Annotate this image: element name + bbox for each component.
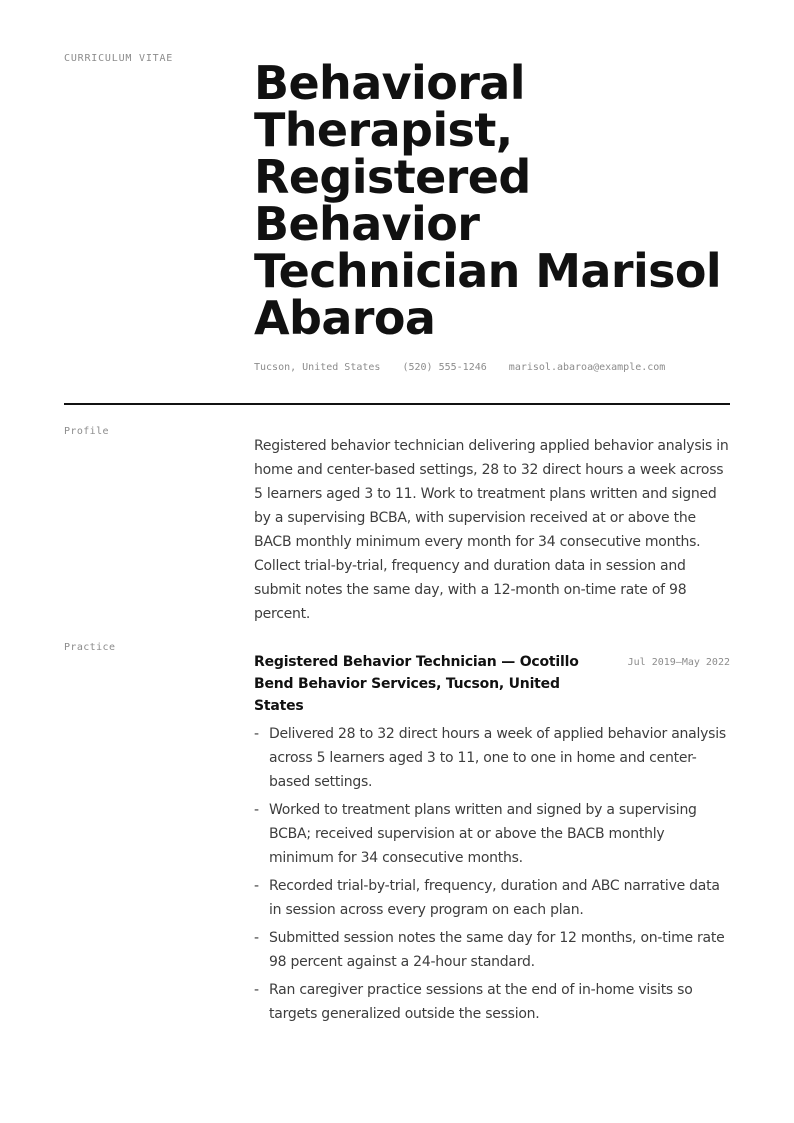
section-label-profile: Profile [64, 426, 109, 437]
contact-line [254, 362, 681, 373]
bullet-text: Recorded trial-by-trial, frequency, duration and ABC narrative data in session across every program on each plan. [269, 878, 720, 918]
bullet-text: Submitted session notes the same day for 12 months, on-time rate 98 percent against a 24-hour standard. [269, 930, 725, 970]
contact-email: marisol.abaroa@example.com [508, 362, 666, 373]
contact-location: Tucson, United States [254, 362, 381, 373]
list-item [254, 874, 730, 922]
list-item [254, 798, 730, 870]
job-title: Registered Behavior Technician — Ocotillo Bend Behavior Services, Tucson, United States [254, 654, 579, 714]
page-title: Behavioral Therapist, Registered Behavior Technician Marisol Abaroa [254, 56, 722, 345]
bullet-text: Ran caregiver practice sessions at the end of in-home visits so targets generalized outside the session. [269, 982, 693, 1022]
profile-summary: Registered behavior technician delivering applied behavior analysis in home and center-based settings, 28 to 32 direct hours a week across 5 learners aged 3 to 11. Work to treatment plans written and signed by a supervising BCBA, with supervision received at or above the BACB monthly minimum every month for 34 consecutive months. Collect trial-by-trial, frequency and duration data in session and submit notes the same day, with a 12-month on-time rate of 98 percent. [254, 438, 729, 622]
dash-icon: - [254, 878, 259, 894]
job-dates: Jul 2019–May 2022 [627, 657, 730, 668]
contact-phone: (520) 555-1246 [402, 362, 487, 373]
header-divider [64, 403, 730, 405]
dash-icon: - [254, 930, 259, 946]
list-item [254, 978, 730, 1026]
dash-icon: - [254, 802, 259, 818]
bullet-text: Delivered 28 to 32 direct hours a week of applied behavior analysis across 5 learners aged 3 to 11, one to one in home and center-based settings. [269, 726, 726, 790]
dash-icon: - [254, 726, 259, 742]
document-kicker: CURRICULUM VITAE [64, 53, 174, 64]
section-label-practice: Practice [64, 642, 116, 653]
bullet-text: Worked to treatment plans written and signed by a supervising BCBA; received supervision at or above the BACB monthly minimum for 34 consecutive months. [269, 802, 697, 866]
job-bullets [254, 722, 730, 1030]
list-item [254, 722, 730, 794]
list-item [254, 926, 730, 974]
dash-icon: - [254, 982, 259, 998]
